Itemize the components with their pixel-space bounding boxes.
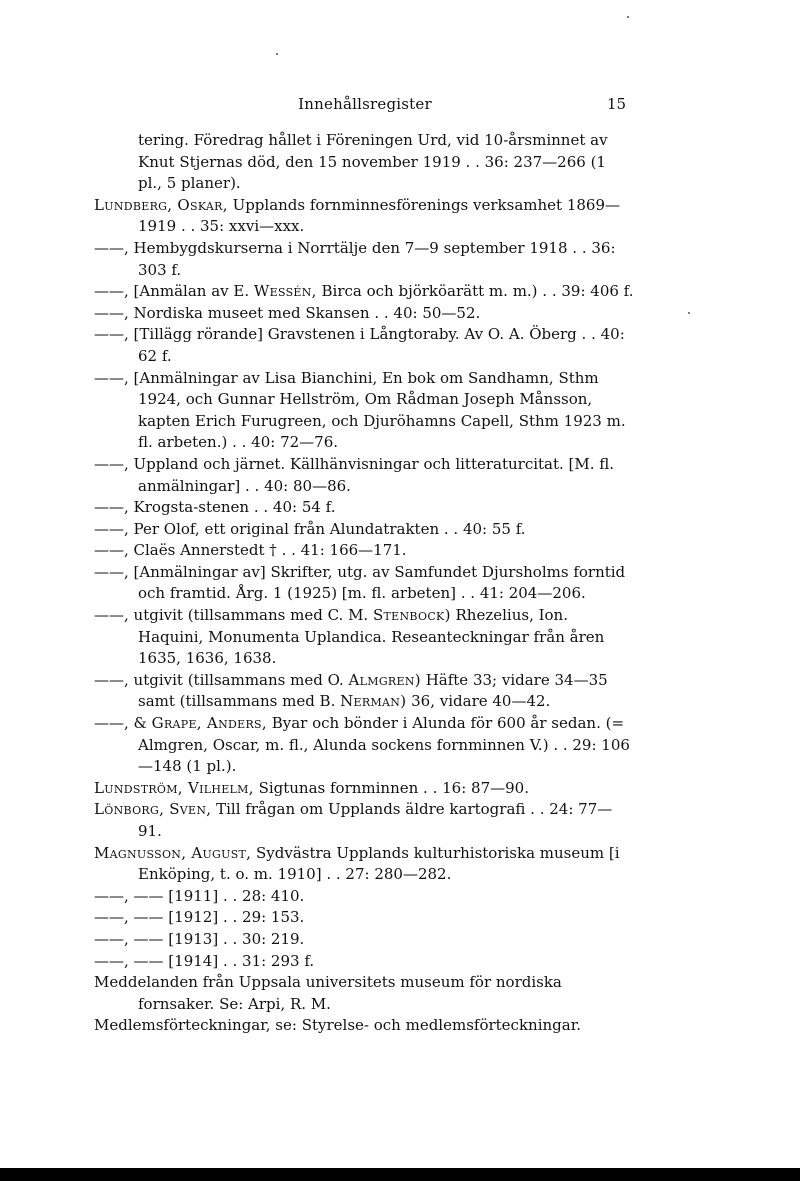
index-entry [94, 497, 634, 519]
scan-speck [276, 53, 278, 55]
index-entry [94, 324, 634, 367]
entry-text: ——, Claës Annerstedt † . . 41: 166—171. [94, 541, 407, 560]
index-entry [94, 519, 634, 541]
person-name: Wessén, [253, 282, 317, 301]
index-entry [94, 907, 634, 929]
index-entry [94, 929, 634, 951]
entry-text: Rhezelius, Ion. Haquini, Monumenta Uplandica. Reseanteckningar från åren 1635, 1636, 1638. [138, 606, 605, 668]
entry-text: ——, Hembygdskurserna i Norrtälje den 7—9 september 1918 . . 36: 303 f. [94, 238, 616, 279]
index-entry [94, 951, 634, 973]
page-number: 15 [607, 95, 627, 113]
entry-text: ——, utgivit (tillsammans med O. [94, 670, 349, 689]
entry-text: ——, Nordiska museet med Skansen . . 40: 50—52. [94, 303, 481, 322]
entry-text: ——, [Anmälningar av] Skrifter, utg. av Samfundet Djursholms forntid och framtid. Årg. 1 (1925) [m. fl. arbeten] . . 41: 204—206. [94, 562, 626, 603]
index-entry [94, 130, 634, 195]
person-name: Grape, Anders, [151, 714, 267, 733]
index-entry [94, 281, 634, 303]
index-entry [94, 605, 634, 670]
entry-text: ——, Per Olof, ett original från Alundatrakten . . 40: 55 f. [94, 519, 526, 538]
index-entry [94, 799, 634, 842]
entry-text: ——, —— [1911] . . 28: 410. [94, 886, 305, 905]
author-name: Lundström, Vilhelm, [94, 778, 254, 797]
entry-text: Meddelanden från Uppsala universitets museum för nordiska fornsaker. Se: Arpi, R. M. [94, 973, 562, 1013]
index-entry [94, 454, 634, 497]
entry-text: ——, —— [1914] . . 31: 293 f. [94, 951, 315, 970]
entry-text: ——, [Tillägg rörande] Gravstenen i Långtoraby. Av O. A. Öberg . . 40: 62 f. [94, 325, 625, 365]
entry-text: ——, Uppland och järnet. Källhänvisningar och litteraturcitat. [M. fl. anmälningar] . . 40: 80—86. [94, 454, 615, 495]
entry-text: ——, —— [1913] . . 30: 219. [94, 929, 305, 948]
entry-text: ——, —— [1912] . . 29: 153. [94, 908, 305, 927]
index-entry [94, 303, 634, 325]
running-header-title: Innehållsregister [298, 95, 432, 113]
entry-text: ——, Krogsta-stenen . . 40: 54 f. [94, 498, 336, 517]
author-name: Lönborg, Sven, [94, 800, 212, 819]
index-entry [94, 540, 634, 562]
person-name: Stenbock) [372, 606, 451, 625]
person-name: Nerman) [340, 692, 407, 711]
scan-speck [688, 312, 690, 314]
entry-text: Sigtunas fornminnen . . 16: 87—90. [253, 778, 529, 797]
index-entry [94, 368, 634, 454]
index-body [94, 130, 634, 1037]
index-entry [94, 713, 634, 778]
index-entry [94, 238, 634, 281]
entry-text: ——, [Anmälningar av Lisa Bianchini, En bok om Sandhamn, Sthm 1924, och Gunnar Hellström, Om Rådman Joseph Månsson, kapten Erich Furugreen, och Djuröhamns Capell, Sthm 1923 m. fl. arbeten.) . . 40: 72—76. [94, 368, 626, 452]
index-entry [94, 1015, 634, 1037]
person-name: Almgren) [348, 670, 421, 689]
entry-text: Upplands fornminnesförenings verksamhet 1869—1919 . . 35: xxvi—xxx. [138, 195, 621, 236]
index-entry [94, 778, 634, 800]
scan-speck [627, 16, 629, 18]
entry-text: ——, utgivit (tillsammans med C. M. [94, 606, 373, 625]
entry-text: Birca och björköarätt m. m.) . . 39: 406 f. [316, 282, 634, 301]
entry-text: Till frågan om Upplands äldre kartografi . . 24: 77—91. [138, 800, 613, 840]
index-entry [94, 670, 634, 713]
entry-text: ——, [Anmälan av E. [94, 282, 254, 301]
index-entry [94, 843, 634, 886]
entry-text: tering. Föredrag hållet i Föreningen Urd, vid 10-årsminnet av Knut Stjernas död, den 15 november 1919 . . 36: 237—266 (1 pl., 5 planer). [138, 131, 608, 193]
index-entry [94, 886, 634, 908]
author-name: Lundberg, Oskar, [94, 195, 228, 214]
entry-text: Medlemsförteckningar, se: Styrelse- och medlemsförteckningar. [94, 1016, 581, 1035]
index-entry [94, 562, 634, 605]
entry-text: Häfte 33; vidare 34—35 samt (tillsammans med B. [138, 670, 608, 711]
scan-edge [0, 1168, 800, 1181]
entry-text: Byar och bönder i Alunda för 600 år sedan. (= Almgren, Oscar, m. fl., Alunda sockens fornminnen V.) . . 29: 106—148 (1 pl.). [138, 714, 630, 776]
entry-text: ——, & [94, 714, 152, 733]
entry-text: 36, vidare 40—42. [406, 692, 551, 711]
index-entry [94, 972, 634, 1015]
index-entry [94, 195, 634, 238]
entry-text: Sydvästra Upplands kulturhistoriska museum [i Enköping, t. o. m. 1910] . . 27: 280—282. [138, 843, 620, 884]
author-name: Magnusson, August, [94, 843, 252, 862]
